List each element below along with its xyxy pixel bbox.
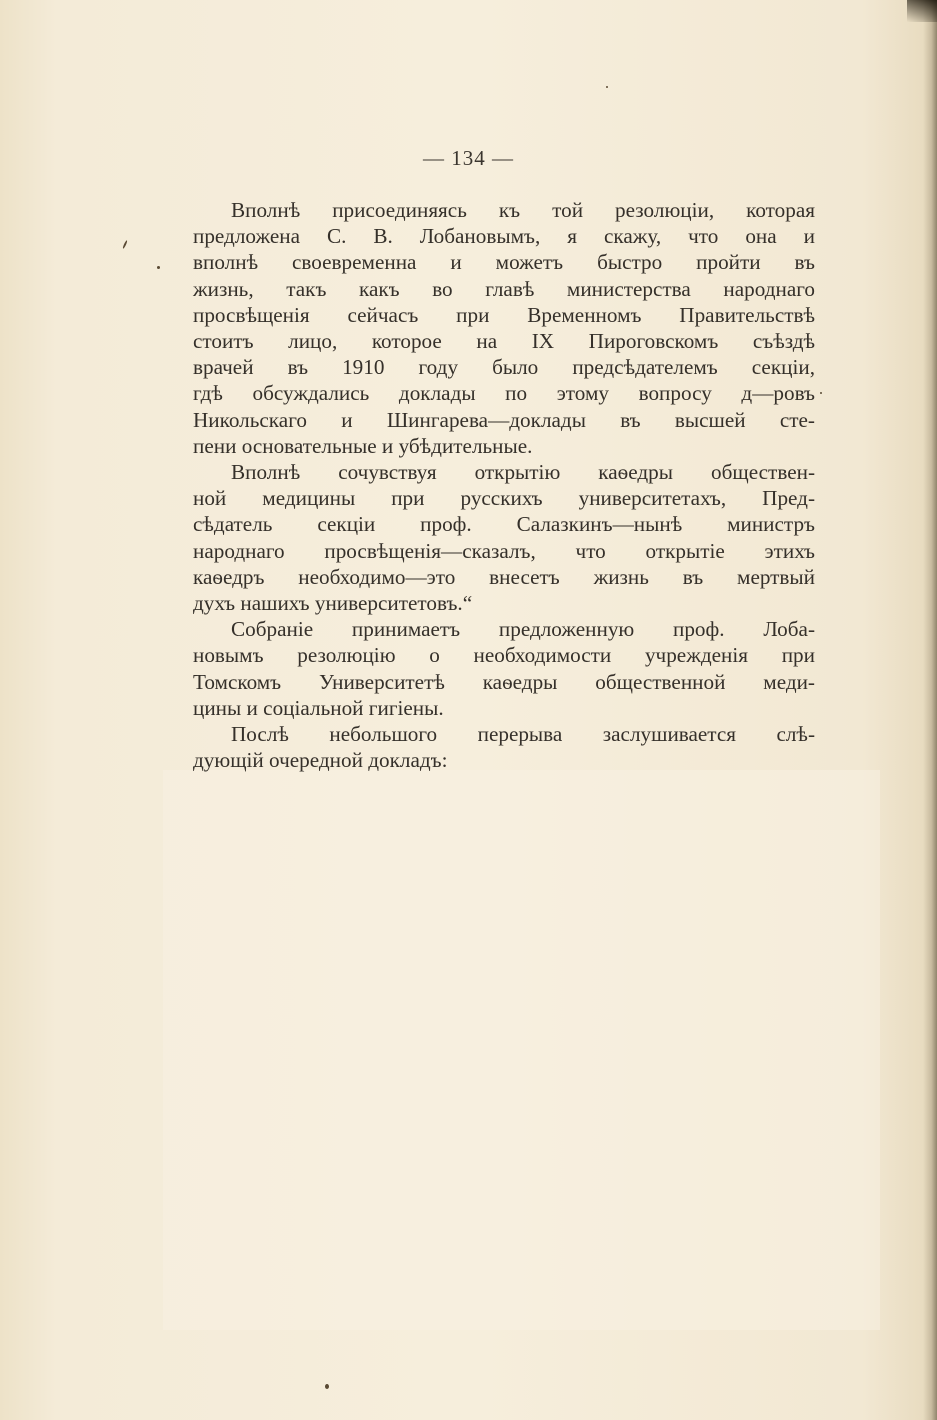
body-text (193, 197, 815, 773)
text-line: народнаго просвѣщенія—сказалъ, что открытіе этихъ (193, 538, 815, 563)
text-line: врачей въ 1910 году было предсѣдателемъ секціи, (193, 355, 815, 380)
paper-fleck (157, 266, 160, 269)
paper-fleck (606, 86, 608, 88)
text-line: гдѣ обсуждались доклады по этому вопросу д—ровъ (193, 381, 815, 406)
text-line: вполнѣ своевременна и можетъ быстро пройти въ (193, 250, 815, 275)
text-line: ной медицины при русскихъ университетахъ, Пред- (193, 486, 815, 511)
text-line: Послѣ небольшого перерыва заслушивается слѣ- (231, 722, 815, 747)
paragraph-3 (193, 616, 815, 721)
text-line: пени основательные и убѣдительные. (193, 433, 533, 458)
text-line: дующій очередной докладъ: (193, 748, 448, 773)
text-line: Никольскаго и Шингарева—доклады въ высшей сте- (193, 407, 815, 432)
paper-bleed-area (163, 770, 880, 1330)
paragraph-4 (193, 721, 815, 773)
paragraph-1 (193, 197, 815, 459)
text-line: сѣдатель секціи проф. Салазкинъ—нынѣ министръ (193, 512, 815, 537)
paper-fleck (820, 392, 822, 394)
text-line: каѳедръ необходимо—это внесетъ жизнь въ мертвый (193, 564, 815, 589)
text-line: Вполнѣ присоединяясь къ той резолюціи, которая (231, 198, 815, 222)
text-line: стоитъ лицо, которое на IX Пироговскомъ съѣздѣ (193, 329, 815, 354)
paper-fleck (122, 240, 128, 249)
paragraph-2 (193, 459, 815, 616)
page-edge-shadow (923, 0, 937, 1420)
text-line: новымъ резолюцію о необходимости учрежденія при (193, 643, 815, 668)
text-line: Томскомъ Университетѣ каѳедры общественной меди- (193, 669, 815, 694)
paper-fleck (325, 1384, 329, 1389)
text-line: духъ нашихъ университетовъ.“ (193, 591, 473, 616)
page-corner-shadow (907, 0, 937, 22)
text-line: жизнь, такъ какъ во главѣ министерства народнаго (193, 276, 815, 301)
page-number: — 134 — (423, 146, 514, 170)
text-line: Собраніе принимаетъ предложенную проф. Лоба- (231, 617, 815, 642)
text-line: цины и соціальной гигіены. (193, 695, 444, 720)
text-line: просвѣщенія сейчасъ при Временномъ Правительствѣ (193, 302, 815, 327)
text-line: предложена С. В. Лобановымъ, я скажу, что она и (193, 224, 815, 249)
text-line: Вполнѣ сочувствуя открытію каѳедры обществен- (231, 460, 815, 485)
